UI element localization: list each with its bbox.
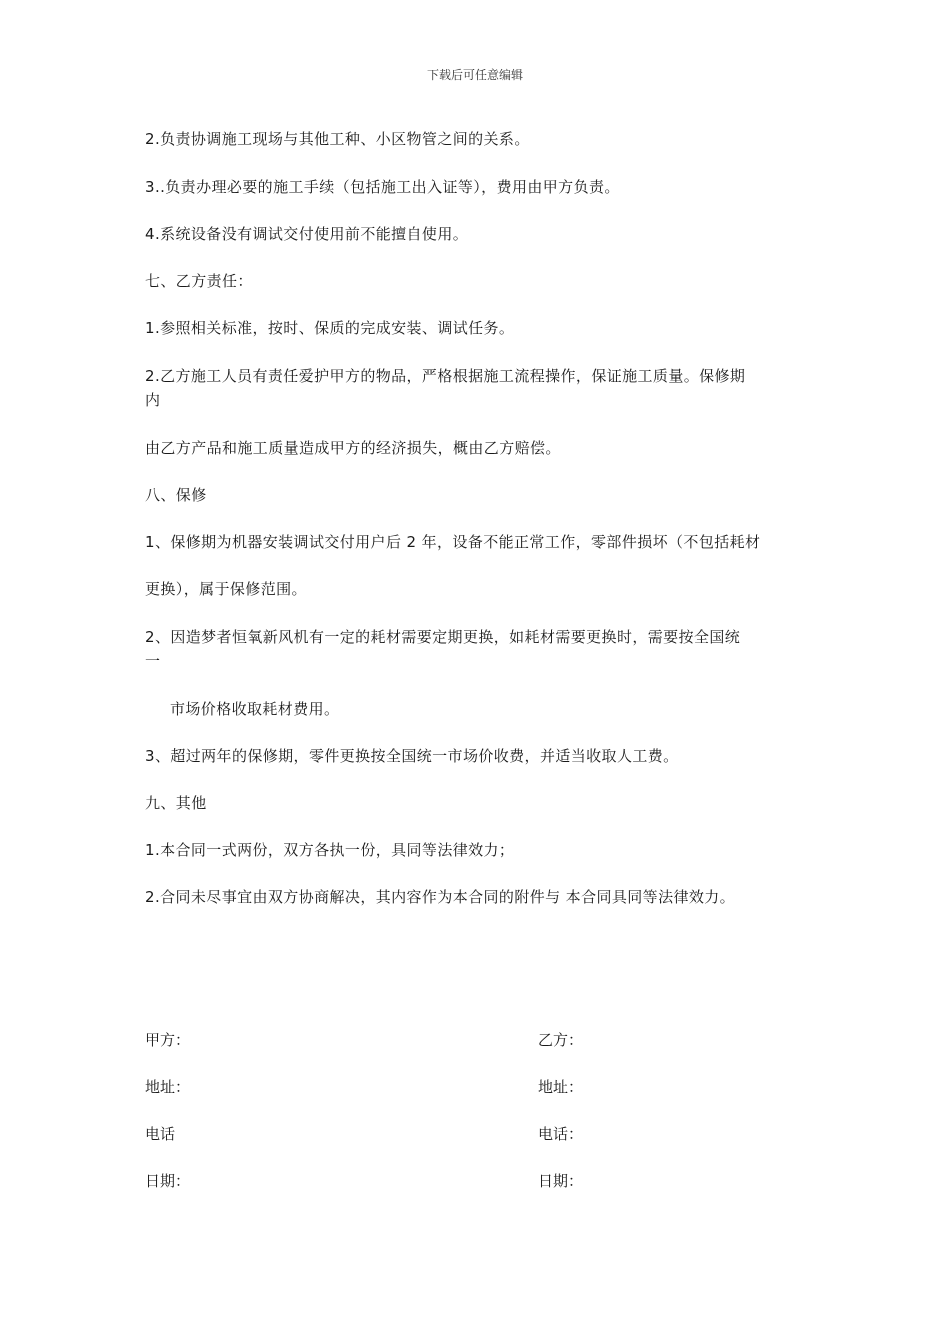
clause-line: 市场价格收取耗材费用。 <box>170 700 340 718</box>
clause-line: 1.本合同一式两份，双方各执一份，具同等法律效力； <box>145 841 515 859</box>
clause-line: 2、因造梦者恒氧新风机有一定的耗材需要定期更换，如耗材需要更换时，需要按全国统 <box>145 628 741 646</box>
section-heading: 七、乙方责任： <box>145 272 253 290</box>
section-heading: 八、保修 <box>145 486 207 504</box>
party-a-label: 甲方： <box>145 1031 191 1049</box>
clause-line: 2.合同未尽事宜由双方协商解决，其内容作为本合同的附件与 本合同具同等法律效力。 <box>145 888 736 906</box>
date-b-label: 日期： <box>538 1172 584 1190</box>
clause-line: 内 <box>145 391 161 409</box>
clause-line: 3..负责办理必要的施工手续（包括施工出入证等），费用由甲方负责。 <box>145 178 620 196</box>
address-a-label: 地址： <box>145 1078 191 1096</box>
phone-a-label: 电话 <box>145 1125 176 1143</box>
page-header: 下载后可任意编辑 <box>426 68 523 82</box>
clause-line: 一 <box>145 652 161 670</box>
clause-line: 2.负责协调施工现场与其他工种、小区物管之间的关系。 <box>145 130 530 148</box>
clause-line: 由乙方产品和施工质量造成甲方的经济损失，概由乙方赔偿。 <box>145 439 561 457</box>
section-heading: 九、其他 <box>145 794 207 812</box>
clause-line: 2.乙方施工人员有责任爱护甲方的物品，严格根据施工流程操作，保证施工质量。保修期 <box>145 367 746 385</box>
clause-line: 4.系统设备没有调试交付使用前不能擅自使用。 <box>145 225 469 243</box>
phone-b-label: 电话： <box>538 1125 584 1143</box>
party-b-label: 乙方： <box>538 1031 584 1049</box>
clause-line: 1、保修期为机器安装调试交付用户后 2 年，设备不能正常工作，零部件损坏（不包括耗材 <box>145 533 761 551</box>
clause-line: 更换），属于保修范围。 <box>145 580 307 598</box>
date-a-label: 日期： <box>145 1172 191 1190</box>
address-b-label: 地址： <box>538 1078 584 1096</box>
clause-line: 3、超过两年的保修期，零件更换按全国统一市场价收费，并适当收取人工费。 <box>145 747 679 765</box>
clause-line: 1.参照相关标准，按时、保质的完成安装、调试任务。 <box>145 319 515 337</box>
